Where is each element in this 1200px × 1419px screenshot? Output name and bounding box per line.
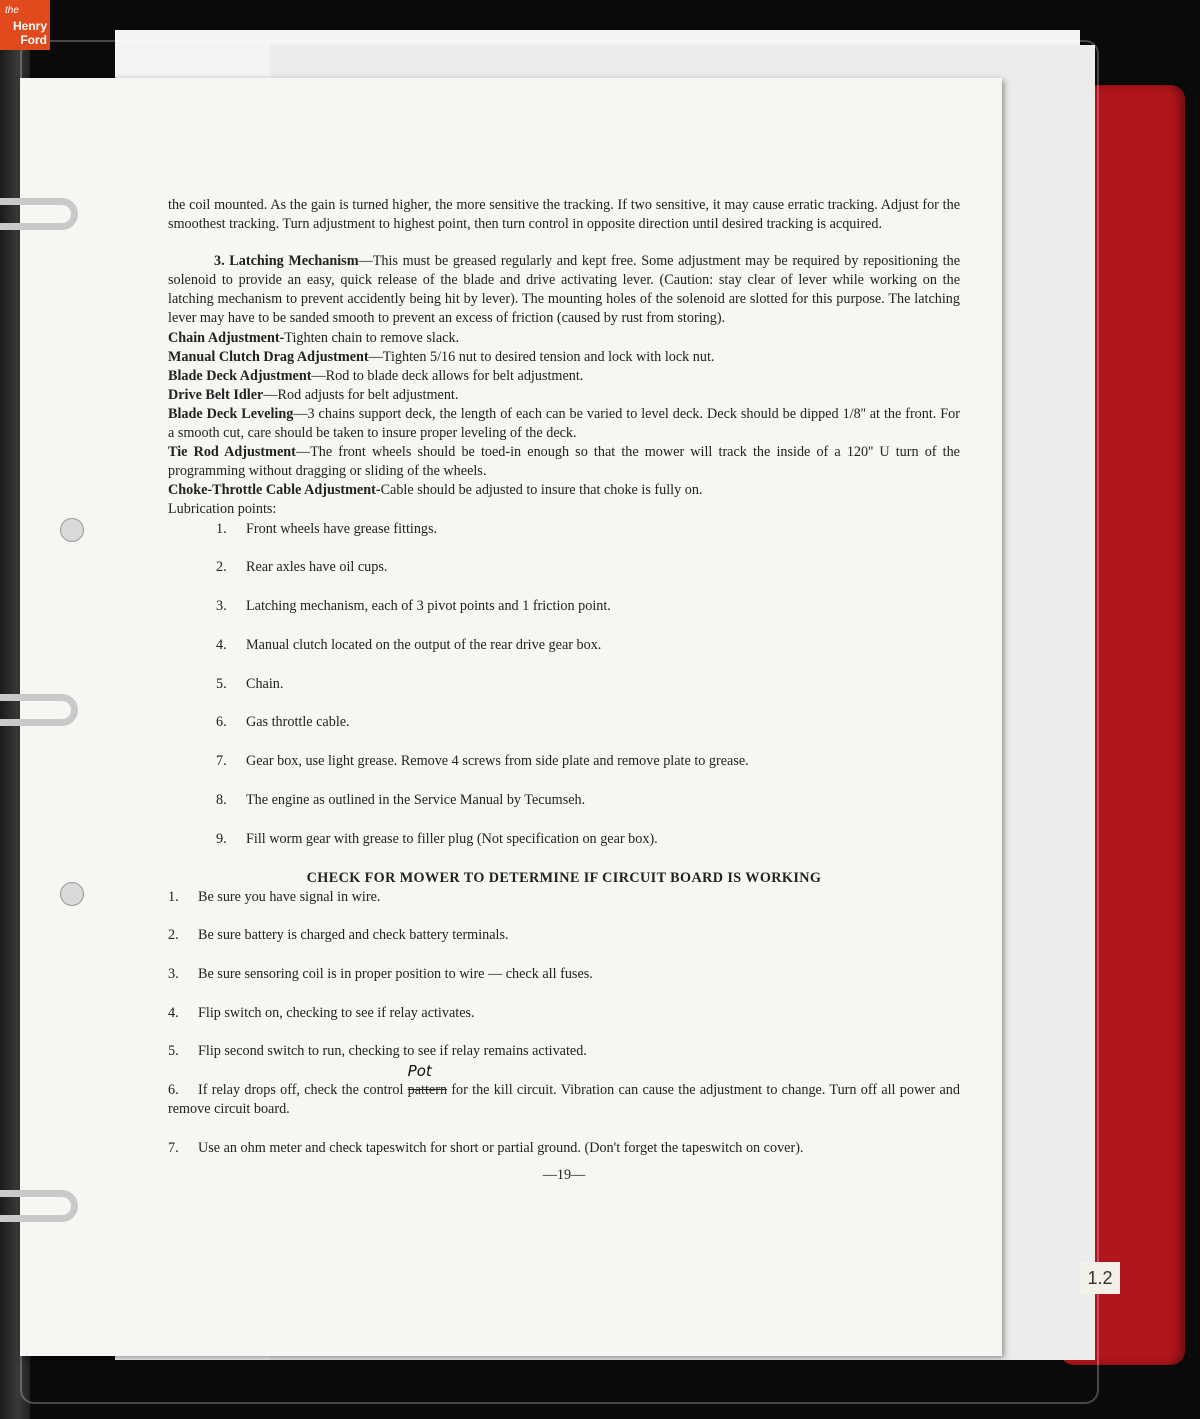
struck-word: pattern Pot [407,1062,448,1099]
punch-hole-upper [60,518,84,542]
list-item: 4. Flip switch on, checking to see if relay activates. [168,1004,475,1021]
page-content [168,196,960,1185]
adjustment-chain: Chain Adjustment-Tighten chain to remove slack. [168,329,460,346]
adjustment-choke-throttle: Choke-Throttle Cable Adjustment-Cable should be adjusted to insure that choke is fully on. [168,482,703,499]
list-item: 8. The engine as outlined in the Service Manual by Tecumseh. [216,791,586,808]
adjustment-tie-rod: Tie Rod Adjustment—The front wheels should be toed-in enough so that the mower will track the inside of a 120'' U turn of the programming without dragging or sliding of the wheels. [168,444,960,480]
lubrication-heading: Lubrication points: [168,501,277,518]
binder-ring-middle [0,694,78,726]
divider-tab: 1.2 [1080,1262,1120,1294]
adjustment-deck-leveling: Blade Deck Leveling—3 chains support deck, the length of each can be varied to level deck. Deck should be dipped 1/8'' at the front. For a smooth cut, care should be taken to insure proper leveling of the deck. [168,405,960,442]
handwritten-correction: Pot [407,1062,432,1081]
list-item: 4. Manual clutch located on the output of the rear drive gear box. [216,636,602,653]
henry-ford-logo: the Henry Ford [0,0,50,50]
list-item: 1. Be sure you have signal in wire. [168,888,381,905]
adjustment-blade-deck: Blade Deck Adjustment—Rod to blade deck allows for belt adjustment. [168,367,584,384]
list-item: 1. Front wheels have grease fittings. [216,520,438,537]
list-item: 7. Use an ohm meter and check tapeswitch for short or partial ground. (Don't forget the tapeswitch on cover). [168,1139,804,1156]
list-item: 3. Be sure sensoring coil is in proper position to wire — check all fuses. [168,966,593,982]
list-item: 2. Rear axles have oil cups. [216,559,388,576]
latching-paragraph: 3. Latching Mechanism—This must be greased regularly and kept free. Some adjustment may be required by repositioning the solenoid to provide an easy, quick release of the blade and drive activating lever. (Caution: stay clear of lever while working on the latching mechanism to prevent accidently being hit by lever). The mounting holes of the solenoid are slotted for this purpose. The latching lever may have to be sanded smooth to prevent an excess of friction (caused by rust from storing). [168,253,960,327]
list-item: 3. Latching mechanism, each of 3 pivot points and 1 friction point. [216,598,611,615]
section-title: CHECK FOR MOWER TO DETERMINE IF CIRCUIT BOARD IS WORKING [306,869,822,886]
list-item: 6. Gas throttle cable. [216,714,350,731]
list-item: 5. Flip second switch to run, checking to see if relay remains activated. [168,1043,587,1060]
binder-ring-bottom [0,1190,78,1222]
check-list [168,888,960,1158]
adjustment-belt-idler: Drive Belt Idler—Rod adjusts for belt adjustment. [168,386,459,403]
list-item: 6. If relay drops off, check the control pattern Pot for the kill circuit. Vibration can cause the adjustment to change. Turn off all power and remove circuit board. [168,1062,960,1118]
list-item: 9. Fill worm gear with grease to filler plug (Not specification on gear box). [216,830,658,847]
punch-hole-lower [60,882,84,906]
lubrication-list [168,520,960,849]
binder-ring-top [0,198,78,230]
list-item: 5. Chain. [216,675,284,692]
adjustment-clutch: Manual Clutch Drag Adjustment—Tighten 5/16 nut to desired tension and lock with lock nut. [168,348,715,365]
intro-paragraph: the coil mounted. As the gain is turned higher, the more sensitive the tracking. If two sensitive, it may cause erratic tracking. Adjust for the smoothest tracking. Turn adjustment to highest point, then turn control in opposite direction until desired tracking is acquired. [168,197,960,233]
list-item: 2. Be sure battery is charged and check battery terminals. [168,927,509,944]
page-number: —19— [542,1166,586,1183]
list-item: 7. Gear box, use light grease. Remove 4 screws from side plate and remove plate to grease. [216,753,749,770]
